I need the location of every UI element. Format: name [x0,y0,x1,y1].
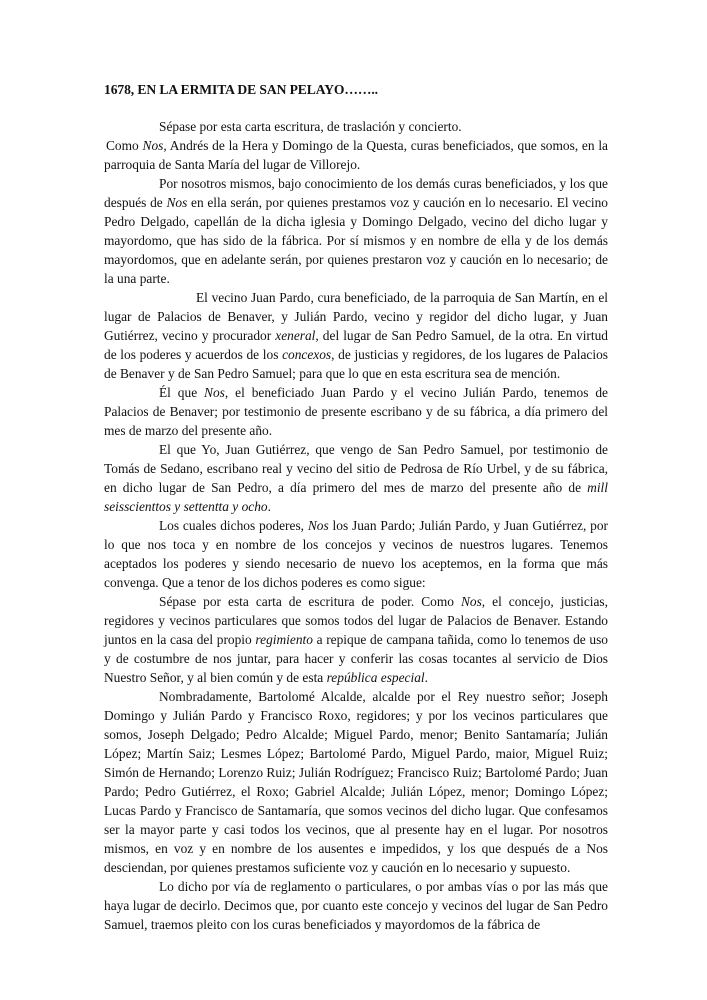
text-run: a repique de campana tañida, como lo tenemos de uso y de costumbre de nos juntar, para hacer y conferir las cosas tocantes al servicio de Dios Nuestro Señor, y al bien común y de esta [104,632,608,685]
paragraph-4 [104,288,608,383]
text-run: , de justicias y regidores, de los lugares de Palacios de Benaver y de San Pedro Samuel; para que lo que en esta escritura sea de mención. [104,347,608,381]
text-run: los Juan Pardo; Julián Pardo, y Juan Gutiérrez, por lo que nos toca y en nombre de los concejos y vecinos de nuestros lugares. Tenemos aceptados los poderes y siendo necesario de nuevo los aceptemos, en la forma que más convenga. Que a tenor de los dichos poderes es como sigue: [104,518,608,590]
italic-text: concexos [282,347,332,362]
text-run: Sépase por esta carta de escritura de poder. Como [159,594,461,609]
paragraph-6 [104,440,608,516]
text-run: en ella serán, por quienes prestamos voz y caución en lo necesario. El vecino Pedro Delgado, capellán de la dicha iglesia y Domingo Delgado, vecino del dicho lugar y mayordomo, que has sido de la fábrica. Por sí mismos y en nombre de ella y de los demás mayordomos, que en adelante serán, por quienes prestaron voz y caución en lo necesario; de la una parte. [104,195,608,286]
text-run: Por nosotros mismos, bajo conocimiento de los demás curas beneficiados, y los que después de [104,176,608,210]
text-run: El vecino Juan Pardo, cura beneficiado, de la parroquia de San Martín, en el lugar de Palacios de Benaver, y Julián Pardo, vecino y regidor del dicho lugar, y Juan Gutiérrez, vecino y procurador [104,290,608,343]
paragraph-10 [104,877,608,934]
text-run: , Andrés de la Hera y Domingo de la Questa, curas beneficiados, que somos, en la parroquia de Santa María del lugar de Villorejo. [104,138,608,172]
text-run: . [424,670,428,685]
italic-text: Nos [204,385,225,400]
paragraph-8 [104,592,608,687]
paragraph-1 [104,117,608,136]
text-run: Los cuales dichos poderes, [159,518,308,533]
italic-text: república especial [326,670,425,685]
text-run: Como [106,138,143,153]
paragraph-9 [104,687,608,877]
text-run: , el beneficiado Juan Pardo y el vecino Julián Pardo, tenemos de Palacios de Benaver; por testimonio de presente escribano y de su fábrica, a día primero del mes de marzo del presente año. [104,385,608,438]
text-run: Sépase por esta carta escritura, de traslación y concierto. [159,119,462,134]
text-run: . [267,499,271,514]
italic-text: regimiento [255,632,313,647]
text-run: , del lugar de San Pedro Samuel, de la otra. En virtud de los poderes y acuerdos de los [104,328,608,362]
text-run: El que Yo, Juan Gutiérrez, que vengo de San Pedro Samuel, por testimonio de Tomás de Sedano, escribano real y vecino del sitio de Pedrosa de Río Urbel, y de su fábrica, en dicho lugar de San Pedro, a día primero del mes de marzo del presente año de [104,442,608,495]
text-run: Lo dicho por vía de reglamento o particulares, o por ambas vías o por las más que haya lugar de decirlo. Decimos que, por cuanto este concejo y vecinos del lugar de San Pedro Samuel, traemos pleito con los curas beneficiados y mayordomos de la fábrica de [104,879,608,932]
document-title: 1678, EN LA ERMITA DE SAN PELAYO…….. [104,82,378,97]
paragraph-7 [104,516,608,592]
italic-text: xeneral [275,328,316,343]
text-run: Él que [159,385,205,400]
italic-text: Nos [460,594,482,609]
text-run: Nombradamente, Bartolomé Alcalde, alcalde por el Rey nuestro señor; Joseph Domingo y Julián Pardo y Francisco Roxo, regidores; y por los vecinos particulares que somos, Joseph Delgado; Pedro Alcalde; Miguel Pardo, menor; Benito Santamaría; Julián López; Martín Saiz; Lesmes López; Bartolomé Pardo, Miguel Pardo, maior, Miguel Ruiz; Simón de Hernando; Lorenzo Ruiz; Julián Rodríguez; Francisco Ruiz; Bartolomé Pardo; Juan Pardo; Pedro Gutiérrez, el Roxo; Gabriel Alcalde; Julián López, menor; Domingo López; Lucas Pardo y Francisco de Santamaría, que somos vecinos del dicho lugar. Que confesamos ser la mayor parte y casi todos los vecinos, que al presente hay en el lugar. Por nosotros mismos, en voz y en nombre de los ausentes e impedidos, y los que después de a Nos desciendan, por quienes prestamos suficiente voz y caución en lo necesario y supuesto. [104,689,608,875]
text-run: , el concejo, justicias, regidores y vecinos particulares que somos todos del lugar de Palacios de Benaver. Estando juntos en la casa del propio [104,594,608,647]
italic-text: Nos [142,138,164,153]
paragraph-3 [104,174,608,288]
italic-text: Nos [307,518,329,533]
italic-text: mill seisscienttos y settentta y ocho [104,480,608,514]
paragraph-5 [104,383,608,440]
document-page [104,80,608,934]
italic-text: Nos [166,195,188,210]
paragraph-2 [104,136,608,174]
